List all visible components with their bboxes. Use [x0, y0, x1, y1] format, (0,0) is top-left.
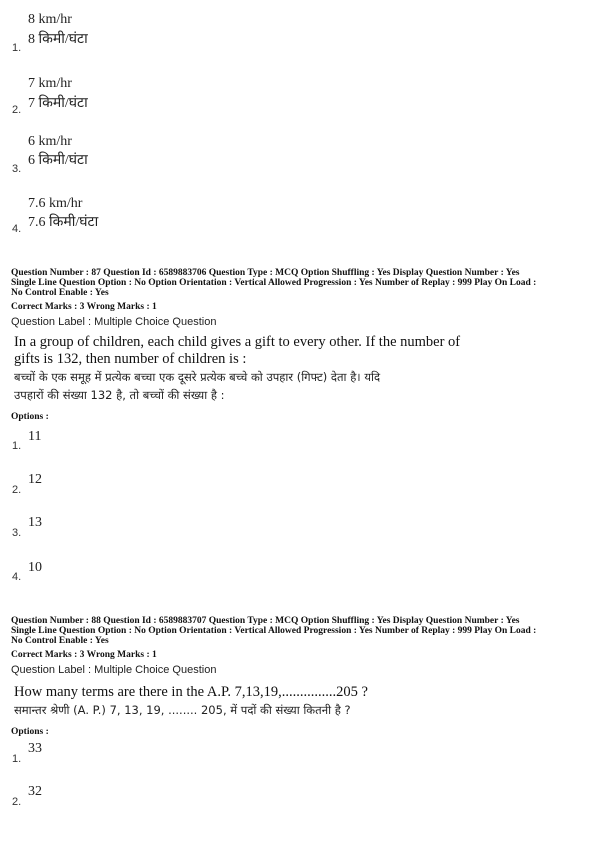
option-2-value[interactable]: 32: [28, 784, 42, 799]
question-text-en-2: gifts is 132, then number of children is :: [14, 351, 247, 367]
question-meta-line-2: Single Line Question Option : No Option Orientation : Vertical Allowed Progression : Yes Number of Replay : 999 Play On Load :: [11, 626, 537, 636]
question-marks: Correct Marks : 3 Wrong Marks : 1: [11, 650, 157, 660]
option-4-number: 4.: [12, 571, 22, 583]
option-1-value[interactable]: 11: [28, 429, 42, 444]
question-text-en-1: In a group of children, each child gives a gift to every other. If the number of: [14, 334, 461, 350]
prev-option-4-number: 4.: [12, 223, 22, 235]
question-label: Question Label : Multiple Choice Question: [11, 316, 217, 328]
prev-option-3-number: 3.: [12, 163, 22, 175]
prev-option-3-hi: 6 किमी/घंटा: [28, 153, 88, 168]
question-text-hi-2: उपहारों की संख्या 132 है, तो बच्चों की संख्या है :: [14, 388, 225, 402]
options-heading: Options :: [11, 412, 49, 422]
question-text-en-1: How many terms are there in the A.P. 7,13,19,...............205 ?: [14, 684, 368, 700]
question-text-hi-1: समान्तर श्रेणी (A. P.) 7, 13, 19, ........ 205, में पदों की संख्या कितनी है ?: [14, 703, 351, 717]
question-meta-line-1: Question Number : 88 Question Id : 6589883707 Question Type : MCQ Option Shuffling : Yes Display Question Number : Yes: [11, 616, 520, 626]
prev-option-1-hi: 8 किमी/घंटा: [28, 32, 88, 47]
option-2-number: 2.: [12, 796, 22, 808]
option-3-number: 3.: [12, 527, 22, 539]
prev-option-2-en: 7 km/hr: [28, 76, 72, 91]
option-4-value[interactable]: 10: [28, 560, 42, 575]
option-3-value[interactable]: 13: [28, 515, 42, 530]
option-2-number: 2.: [12, 484, 22, 496]
question-meta-line-2: Single Line Question Option : No Option Orientation : Vertical Allowed Progression : Yes Number of Replay : 999 Play On Load :: [11, 278, 537, 288]
question-meta-line-3: No Control Enable : Yes: [11, 636, 109, 646]
question-meta-line-1: Question Number : 87 Question Id : 6589883706 Question Type : MCQ Option Shuffling : Yes Display Question Number : Yes: [11, 268, 520, 278]
question-meta-line-3: No Control Enable : Yes: [11, 288, 109, 298]
question-text-hi-1: बच्चों के एक समूह में प्रत्येक बच्चा एक दूसरे प्रत्येक बच्चे को उपहार (गिफ्ट) देता है। यदि: [14, 370, 381, 384]
prev-option-2-hi: 7 किमी/घंटा: [28, 96, 88, 111]
question-label: Question Label : Multiple Choice Question: [11, 664, 217, 676]
prev-option-1-en: 8 km/hr: [28, 12, 72, 27]
option-1-number: 1.: [12, 753, 22, 765]
prev-option-4-hi: 7.6 किमी/घंटा: [28, 215, 99, 230]
prev-option-1-number: 1.: [12, 42, 22, 54]
prev-option-4-en: 7.6 km/hr: [28, 196, 83, 211]
question-marks: Correct Marks : 3 Wrong Marks : 1: [11, 302, 157, 312]
option-1-value[interactable]: 33: [28, 741, 42, 756]
options-heading: Options :: [11, 727, 49, 737]
prev-option-2-number: 2.: [12, 104, 22, 116]
option-1-number: 1.: [12, 440, 22, 452]
prev-option-3-en: 6 km/hr: [28, 134, 72, 149]
option-2-value[interactable]: 12: [28, 472, 42, 487]
